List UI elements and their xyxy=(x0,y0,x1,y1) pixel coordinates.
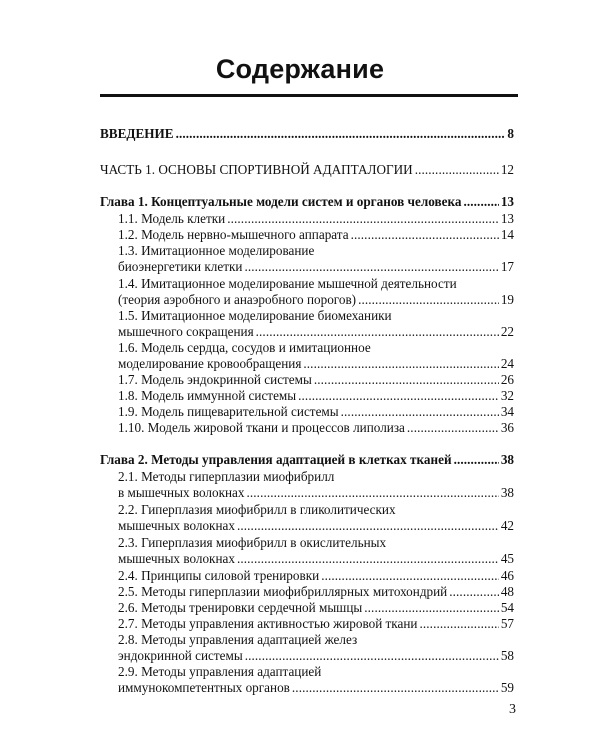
toc-entry-page: 22 xyxy=(500,324,514,339)
toc-entry-page: 46 xyxy=(500,568,514,583)
toc-entry-1-10[interactable] xyxy=(118,420,514,436)
toc-entry-title: мышечных волокнах xyxy=(118,518,235,533)
toc-entry-page: 14 xyxy=(500,227,514,242)
toc-entry-2-9[interactable] xyxy=(118,680,514,696)
toc-entry-2-9-heading: 2.9. Методы управления адаптацией xyxy=(118,664,322,679)
toc-entry-page: 45 xyxy=(500,551,514,566)
toc-entry-1-6[interactable] xyxy=(118,356,514,372)
toc-entry-page: 26 xyxy=(500,372,514,387)
toc-entry-title: Глава 1. Концептуальные модели систем и органов человека xyxy=(100,194,462,209)
toc-entry-2-7[interactable] xyxy=(118,616,514,632)
toc-leader xyxy=(321,568,499,584)
toc-entry-title: в мышечных волокнах xyxy=(118,485,245,500)
toc-entry-1-5[interactable] xyxy=(118,324,514,340)
toc-entry-2-6[interactable] xyxy=(118,600,514,616)
toc-entry-page: 34 xyxy=(500,404,514,419)
toc-entry-page: 24 xyxy=(500,356,514,371)
toc-entry-part1[interactable] xyxy=(100,162,514,178)
toc-entry-2-2-heading: 2.2. Гиперплазия миофибрилл в гликолитических xyxy=(118,502,396,517)
toc-entry-title: 1.7. Модель эндокринной системы xyxy=(118,372,312,387)
toc-entry-title: 2.6. Методы тренировки сердечной мышцы xyxy=(118,600,363,615)
toc-entry-page: 13 xyxy=(500,211,514,226)
toc-entry-2-3[interactable] xyxy=(118,551,514,567)
toc-entry-1-8[interactable] xyxy=(118,388,514,404)
toc-entry-2-8-heading: 2.8. Методы управления адаптацией желез xyxy=(118,632,358,647)
toc-entry-title: ВВЕДЕНИЕ xyxy=(100,126,174,141)
toc-entry-title: 1.2. Модель нервно-мышечного аппарата xyxy=(118,227,349,242)
toc-entry-ch2[interactable] xyxy=(100,452,514,468)
toc-entry-title: эндокринной системы xyxy=(118,648,243,663)
toc-entry-1-5-heading: 1.5. Имитационное моделирование биомеханики xyxy=(118,308,392,323)
toc-leader xyxy=(415,162,499,178)
toc-entry-page: 12 xyxy=(500,162,514,177)
toc-leader xyxy=(358,292,499,308)
toc-entry-page: 19 xyxy=(500,292,514,307)
toc-entry-title: 2.4. Принципы силовой тренировки xyxy=(118,568,320,583)
toc-leader xyxy=(351,227,499,243)
toc-entry-title: мышечного сокращения xyxy=(118,324,254,339)
toc-leader xyxy=(227,211,499,227)
toc-entry-page: 17 xyxy=(500,259,514,274)
toc-leader xyxy=(245,648,499,664)
toc-entry-2-1-heading: 2.1. Методы гиперплазии миофибрилл xyxy=(118,469,335,484)
toc-leader xyxy=(247,485,499,501)
toc-entry-title: иммунокомпетентных органов xyxy=(118,680,290,695)
toc-leader xyxy=(449,584,499,600)
page-title: Содержание xyxy=(215,54,385,84)
toc-leader xyxy=(303,356,498,372)
toc-entry-2-5[interactable] xyxy=(118,584,514,600)
toc-entry-page: 54 xyxy=(500,600,514,615)
toc-entry-page: 58 xyxy=(500,648,514,663)
toc-entry-page: 38 xyxy=(500,452,514,467)
toc-leader xyxy=(298,388,499,404)
toc-entry-page: 8 xyxy=(507,126,514,141)
toc-entry-page: 57 xyxy=(500,616,514,631)
toc-leader xyxy=(237,551,499,567)
toc-entry-page: 48 xyxy=(500,584,514,599)
toc-entry-title: мышечных волокнах xyxy=(118,551,235,566)
toc-entry-1-7[interactable] xyxy=(118,372,514,388)
toc-entry-title: 1.9. Модель пищеварительной системы xyxy=(118,404,339,419)
toc-leader xyxy=(292,680,499,696)
toc-leader xyxy=(314,372,499,388)
page-number: 3 xyxy=(509,702,516,717)
toc-leader xyxy=(176,126,506,142)
toc-entry-title: Глава 2. Методы управления адаптацией в клетках тканей xyxy=(100,452,452,467)
toc-entry-title: биоэнергетики клетки xyxy=(118,259,243,274)
toc-entry-2-2[interactable] xyxy=(118,518,514,534)
toc-entry-1-4[interactable] xyxy=(118,292,514,308)
toc-entry-page: 59 xyxy=(500,680,514,695)
toc-leader xyxy=(454,452,499,468)
toc-leader xyxy=(420,616,499,632)
toc-entry-2-8[interactable] xyxy=(118,648,514,664)
toc-entry-1-3[interactable] xyxy=(118,259,514,275)
toc-leader xyxy=(256,324,499,340)
toc-entry-1-9[interactable] xyxy=(118,404,514,420)
toc-entry-2-1[interactable] xyxy=(118,485,514,501)
toc-entry-title: (теория аэробного и анаэробного порогов) xyxy=(118,292,357,307)
toc-entry-title: 1.8. Модель иммунной системы xyxy=(118,388,297,403)
toc-entry-page: 13 xyxy=(500,194,514,209)
toc-leader xyxy=(407,420,499,436)
toc-entry-2-3-heading: 2.3. Гиперплазия миофибрилл в окислительных xyxy=(118,535,387,550)
toc-entry-1-3-heading: 1.3. Имитационное моделирование xyxy=(118,243,315,258)
toc-entry-title: 2.5. Методы гиперплазии миофибриллярных митохондрий xyxy=(118,584,448,599)
toc-entry-1-1[interactable] xyxy=(118,211,514,227)
toc-entry-intro[interactable] xyxy=(100,126,514,142)
toc-entry-title: ЧАСТЬ 1. ОСНОВЫ СПОРТИВНОЙ АДАПТАЛОГИИ xyxy=(100,162,413,177)
toc-leader xyxy=(364,600,499,616)
toc-leader xyxy=(237,518,499,534)
toc-entry-title: 1.10. Модель жировой ткани и процессов липолиза xyxy=(118,420,405,435)
toc-entry-1-6-heading: 1.6. Модель сердца, сосудов и имитационное xyxy=(118,340,371,355)
toc-leader xyxy=(341,404,499,420)
toc-entry-page: 42 xyxy=(500,518,514,533)
toc-leader xyxy=(244,259,498,275)
toc-entry-title: моделирование кровообращения xyxy=(118,356,302,371)
toc-entry-1-4-heading: 1.4. Имитационное моделирование мышечной деятельности xyxy=(118,276,457,291)
toc-leader xyxy=(463,194,498,210)
toc-entry-2-4[interactable] xyxy=(118,568,514,584)
toc-entry-ch1[interactable] xyxy=(100,194,514,210)
toc-entry-title: 1.1. Модель клетки xyxy=(118,211,226,226)
toc-entry-page: 36 xyxy=(500,420,514,435)
toc-entry-page: 38 xyxy=(500,485,514,500)
toc-entry-title: 2.7. Методы управления активностью жировой ткани xyxy=(118,616,418,631)
toc-entry-1-2[interactable] xyxy=(118,227,514,243)
toc-entry-page: 32 xyxy=(500,388,514,403)
